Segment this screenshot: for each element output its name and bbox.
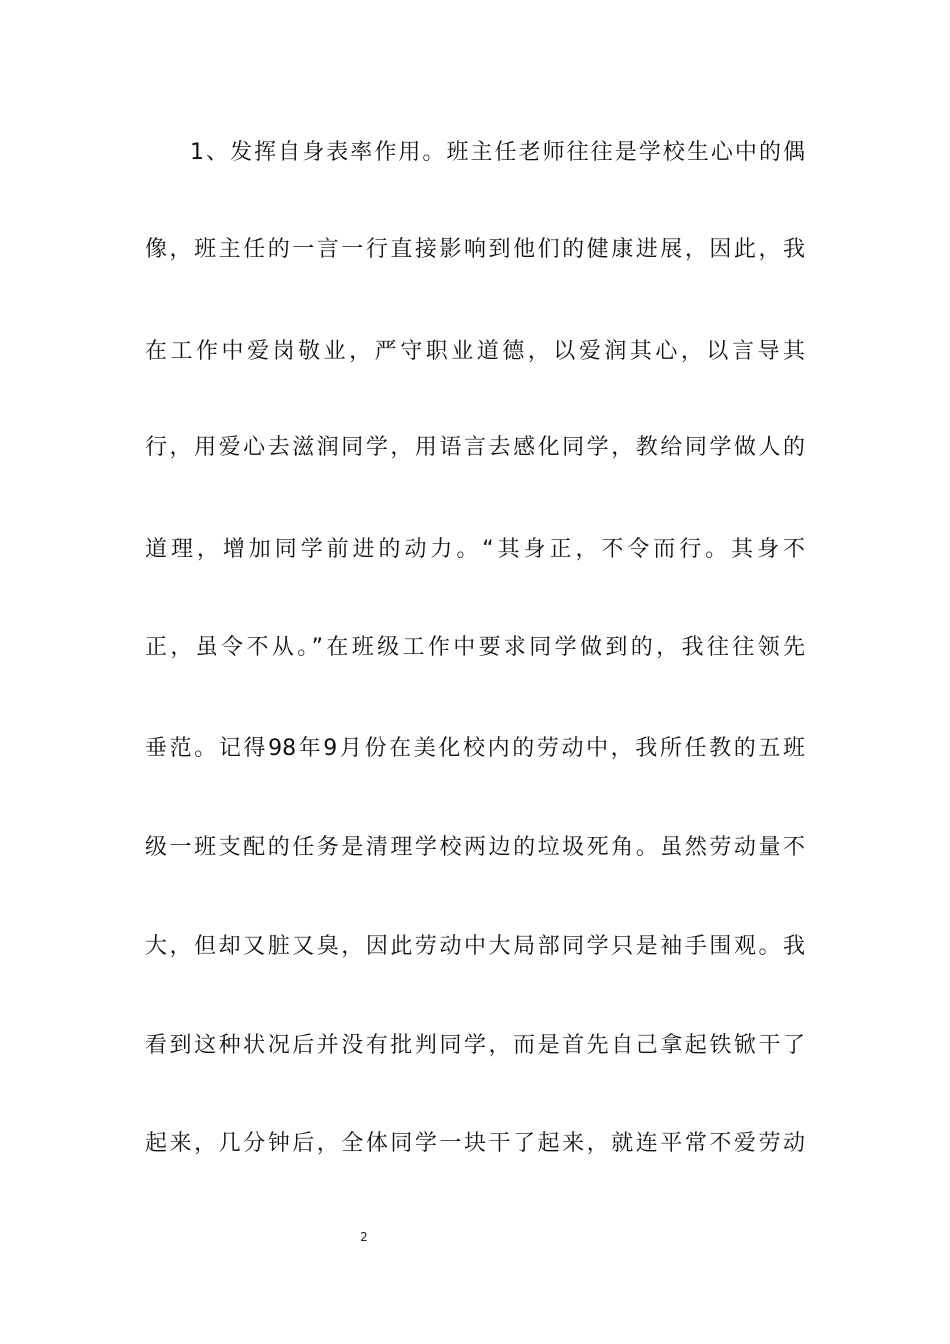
paragraph-line-2: 像，班主任的一言一行直接影响到他们的健康进展，因此，我 — [145, 237, 805, 262]
paragraph-line-9: 大，但却又脏又臭，因此劳动中大局部同学只是袖手围观。我 — [145, 934, 805, 959]
paragraph-line-3: 在工作中爱岗敬业，严守职业道德，以爱润其心，以言导其 — [145, 339, 805, 364]
paragraph-line-11: 起来，几分钟后，全体同学一块干了起来，就连平常不爱劳动 — [145, 1131, 805, 1156]
paragraph-line-8: 级一班支配的任务是清理学校两边的垃圾死角。虽然劳动量不 — [145, 835, 805, 860]
paragraph-line-10: 看到这种状况后并没有批判同学，而是首先自己拿起铁锨干了 — [145, 1033, 805, 1058]
paragraph-line-4: 行，用爱心去滋润同学，用语言去感化同学，教给同学做人的 — [145, 435, 805, 460]
paragraph-line-7: 垂范。记得98年9月份在美化校内的劳动中，我所任教的五班 — [145, 736, 805, 761]
paragraph-line-6: 正，虽令不从。”在班级工作中要求同学做到的，我往往领先 — [145, 635, 805, 660]
page-number: 2 — [360, 1230, 368, 1244]
paragraph-line-1: 1、发挥自身表率作用。班主任老师往往是学校生心中的偶 — [190, 140, 805, 165]
paragraph-line-5: 道理，增加同学前进的动力。“其身正，不令而行。其身不 — [145, 537, 805, 562]
